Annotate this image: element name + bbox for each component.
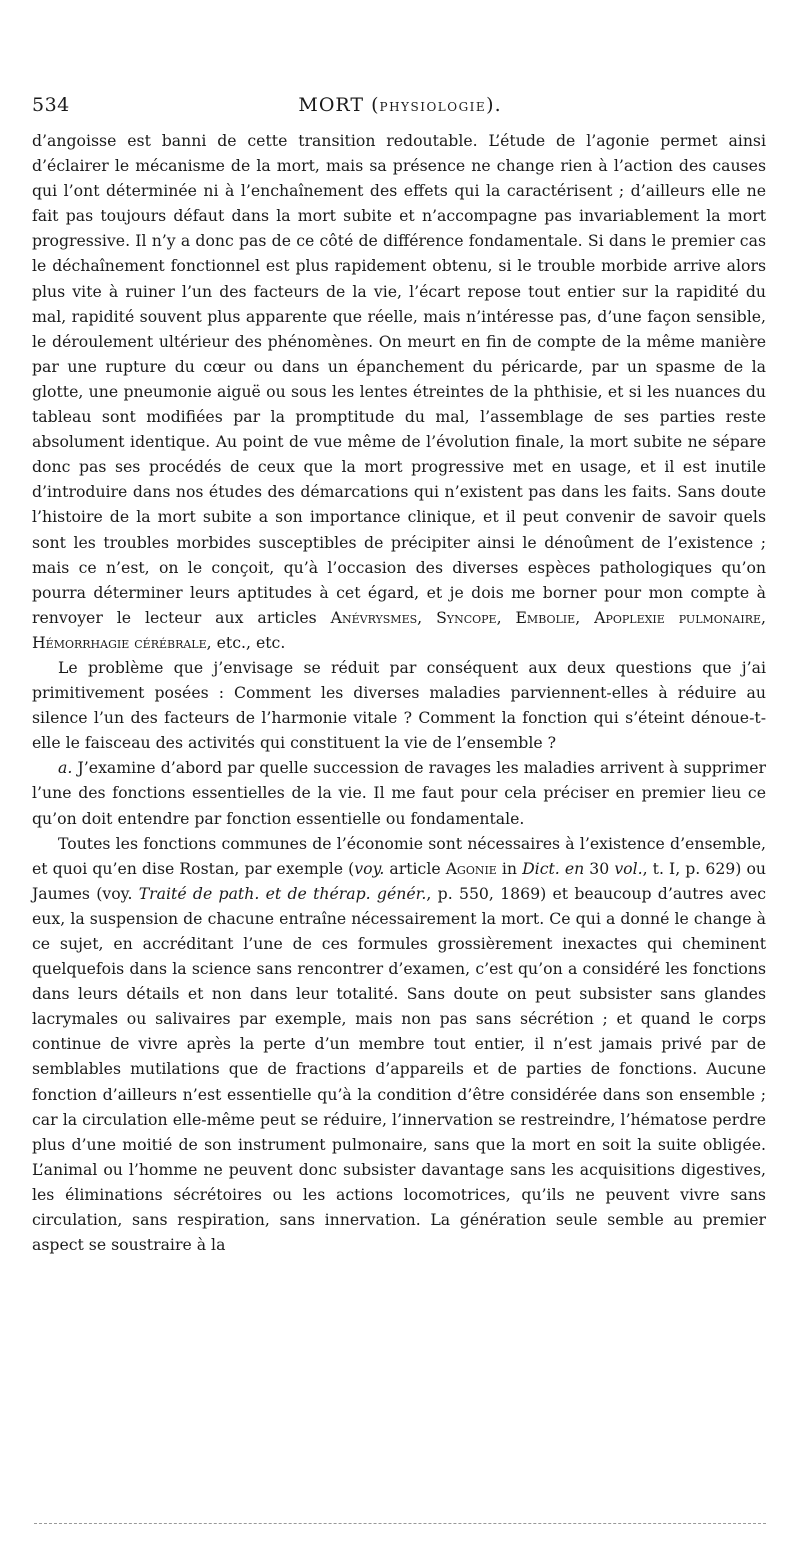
italic-run: Traité de path. et de thérap. génér. (138, 883, 427, 903)
paragraph-problem: Le problème que j’envisage se réduit par conséquent aux deux questions que j’ai primitivement posées : Comment les diverses maladies parviennent-elles à réduire au silence l’un des facteurs de l’harmonie vitale ? Comment la fonction qui s’éteint dénoue-t-elle le faisceau des activités qui constituent la vie de l’ensemble ? (32, 657, 766, 753)
text-run: article (384, 858, 446, 878)
text-run: , (575, 607, 595, 627)
running-title-subject: PHYSIOLOGIE (379, 100, 487, 114)
body-text (32, 128, 766, 1257)
article-reference: Hémorrhagie cérébrale (32, 632, 207, 652)
article-reference: Syncope (436, 607, 497, 627)
paragraph-fonctions (32, 831, 766, 1258)
italic-run: Dict. en (522, 858, 585, 878)
article-reference: Anévrysmes (330, 607, 418, 627)
italic-run: vol. (614, 858, 643, 878)
section-label: a. (58, 758, 73, 778)
running-title-main: MORT ( (298, 94, 380, 116)
page-number: 534 (32, 94, 70, 116)
running-header (32, 94, 768, 122)
paragraph-agonie (32, 128, 766, 655)
text-run: , (496, 607, 516, 627)
text-run: d’angoisse est banni de cette transition redoutable. L’étude de l’agonie permet ainsi d’éclairer le mécanisme de la mort, mais sa présence ne change rien à l’action des causes qui l’ont déterminée ni à l’enchaînement des effets qui la caractérisent ; d’ailleurs elle ne fait pas toujours défaut dans la mort subite et n’accompagne pas invariablement la mort progressive. Il n’y a donc pas de ce côté de différence fondamentale. Si dans le premier cas le déchaînement fonctionnel est plus rapidement obtenu, si le trouble morbide arrive alors plus vite à ruiner l’un des facteurs de la vie, l’écart repose tout entier sur la rapidité du mal, rapidité souvent plus apparente que réelle, mais n’intéresse pas, d’une façon sensible, le déroulement ultérieur des phénomènes. On meurt en fin de compte de la même manière par une rupture du cœur ou dans un épanchement du péricarde, par un spasme de la glotte, une pneumonie aiguë ou sous les lentes étreintes de la phthisie, et si les nuances du tableau sont modifiées par la promptitude du mal, l’assemblage de ses parties reste absolument identique. Au point de vue même de l’évolution finale, la mort subite ne sépare donc pas ses procédés de ceux que la mort progressive met en usage, et il est inutile d’introduire dans nos études des démarcations qui n’existent pas dans les faits. Sans doute l’histoire de la mort subite a son importance clinique, et il peut convenir de savoir quels sont les troubles morbides susceptibles de précipiter ainsi le dénoûment de l’existence ; mais ce n’est, on le conçoit, qu’à l’occasion des diverses espèces pathologiques qu’on pourra déterminer leurs aptitudes à cet égard, et je dois me borner pour mon compte à renvoyer le lecteur aux articles (32, 131, 766, 627)
text-run: , p. 550, 1869) et beaucoup d’autres avec eux, la suspension de chacune entraîne nécessairement la mort. Ce qui a donné le change à ce sujet, en accréditant l’une de ces formules grossièrement inexactes qui cheminent quelquefois dans la science sans rencontrer d’examen, c’est qu’on a considéré les fonctions dans leurs détails et non dans leur totalité. Sans doute on peut subsister sans glandes lacrymales ou salivaires par exemple, mais non pas sans sécrétion ; et quand le corps continue de vivre après la perte d’un membre tout entier, il n’est jamais privé par de semblables mutilations que de fractions d’appareils et de parties de fonctions. Aucune fonction d’ailleurs n’est essentielle qu’à la condition d’être considérée dans son ensemble ; car la circulation elle-même peut se réduire, l’innervation se restreindre, l’hématose perdre plus d’une moitié de son instrument pulmonaire, sans que la mort en soit la suite obligée. L’animal ou l’homme ne peuvent donc subsister davantage sans les acquisitions digestives, les éliminations sécrétoires ou les actions locomotrices, qu’ils ne peuvent vivre sans circulation, sans respiration, sans innervation. La génération seule semble au premier aspect se soustraire à la (32, 883, 766, 1255)
text-run: , (417, 607, 437, 627)
text-run: in (496, 858, 523, 878)
text-run: , t. I, p. 629) ou Jaumes (voy. (32, 858, 767, 903)
paragraph-section-a (32, 755, 766, 830)
article-reference: Agonie (445, 858, 497, 878)
running-title (32, 94, 768, 116)
text-run: 30 (584, 858, 615, 878)
text-run: , (761, 607, 767, 627)
article-reference: Embolie (515, 607, 576, 627)
text-run: , etc., etc. (206, 632, 286, 652)
text-run: J’examine d’abord par quelle succession de ravages les maladies arrivent à supprimer l’une des fonctions essentielles de la vie. Il me faut pour cela préciser en premier lieu ce qu’on doit entendre par fonction essentielle ou fondamentale. (32, 758, 766, 828)
footer-rule (34, 1523, 766, 1524)
text-run: Toutes les fonctions communes de l’économie sont nécessaires à l’existence d’ensemble, et quoi qu’en dise Rostan, par exemple ( (32, 833, 766, 878)
italic-run: voy. (354, 858, 385, 878)
article-reference: Apoplexie pulmonaire (594, 607, 762, 627)
running-title-end: ). (486, 94, 502, 116)
